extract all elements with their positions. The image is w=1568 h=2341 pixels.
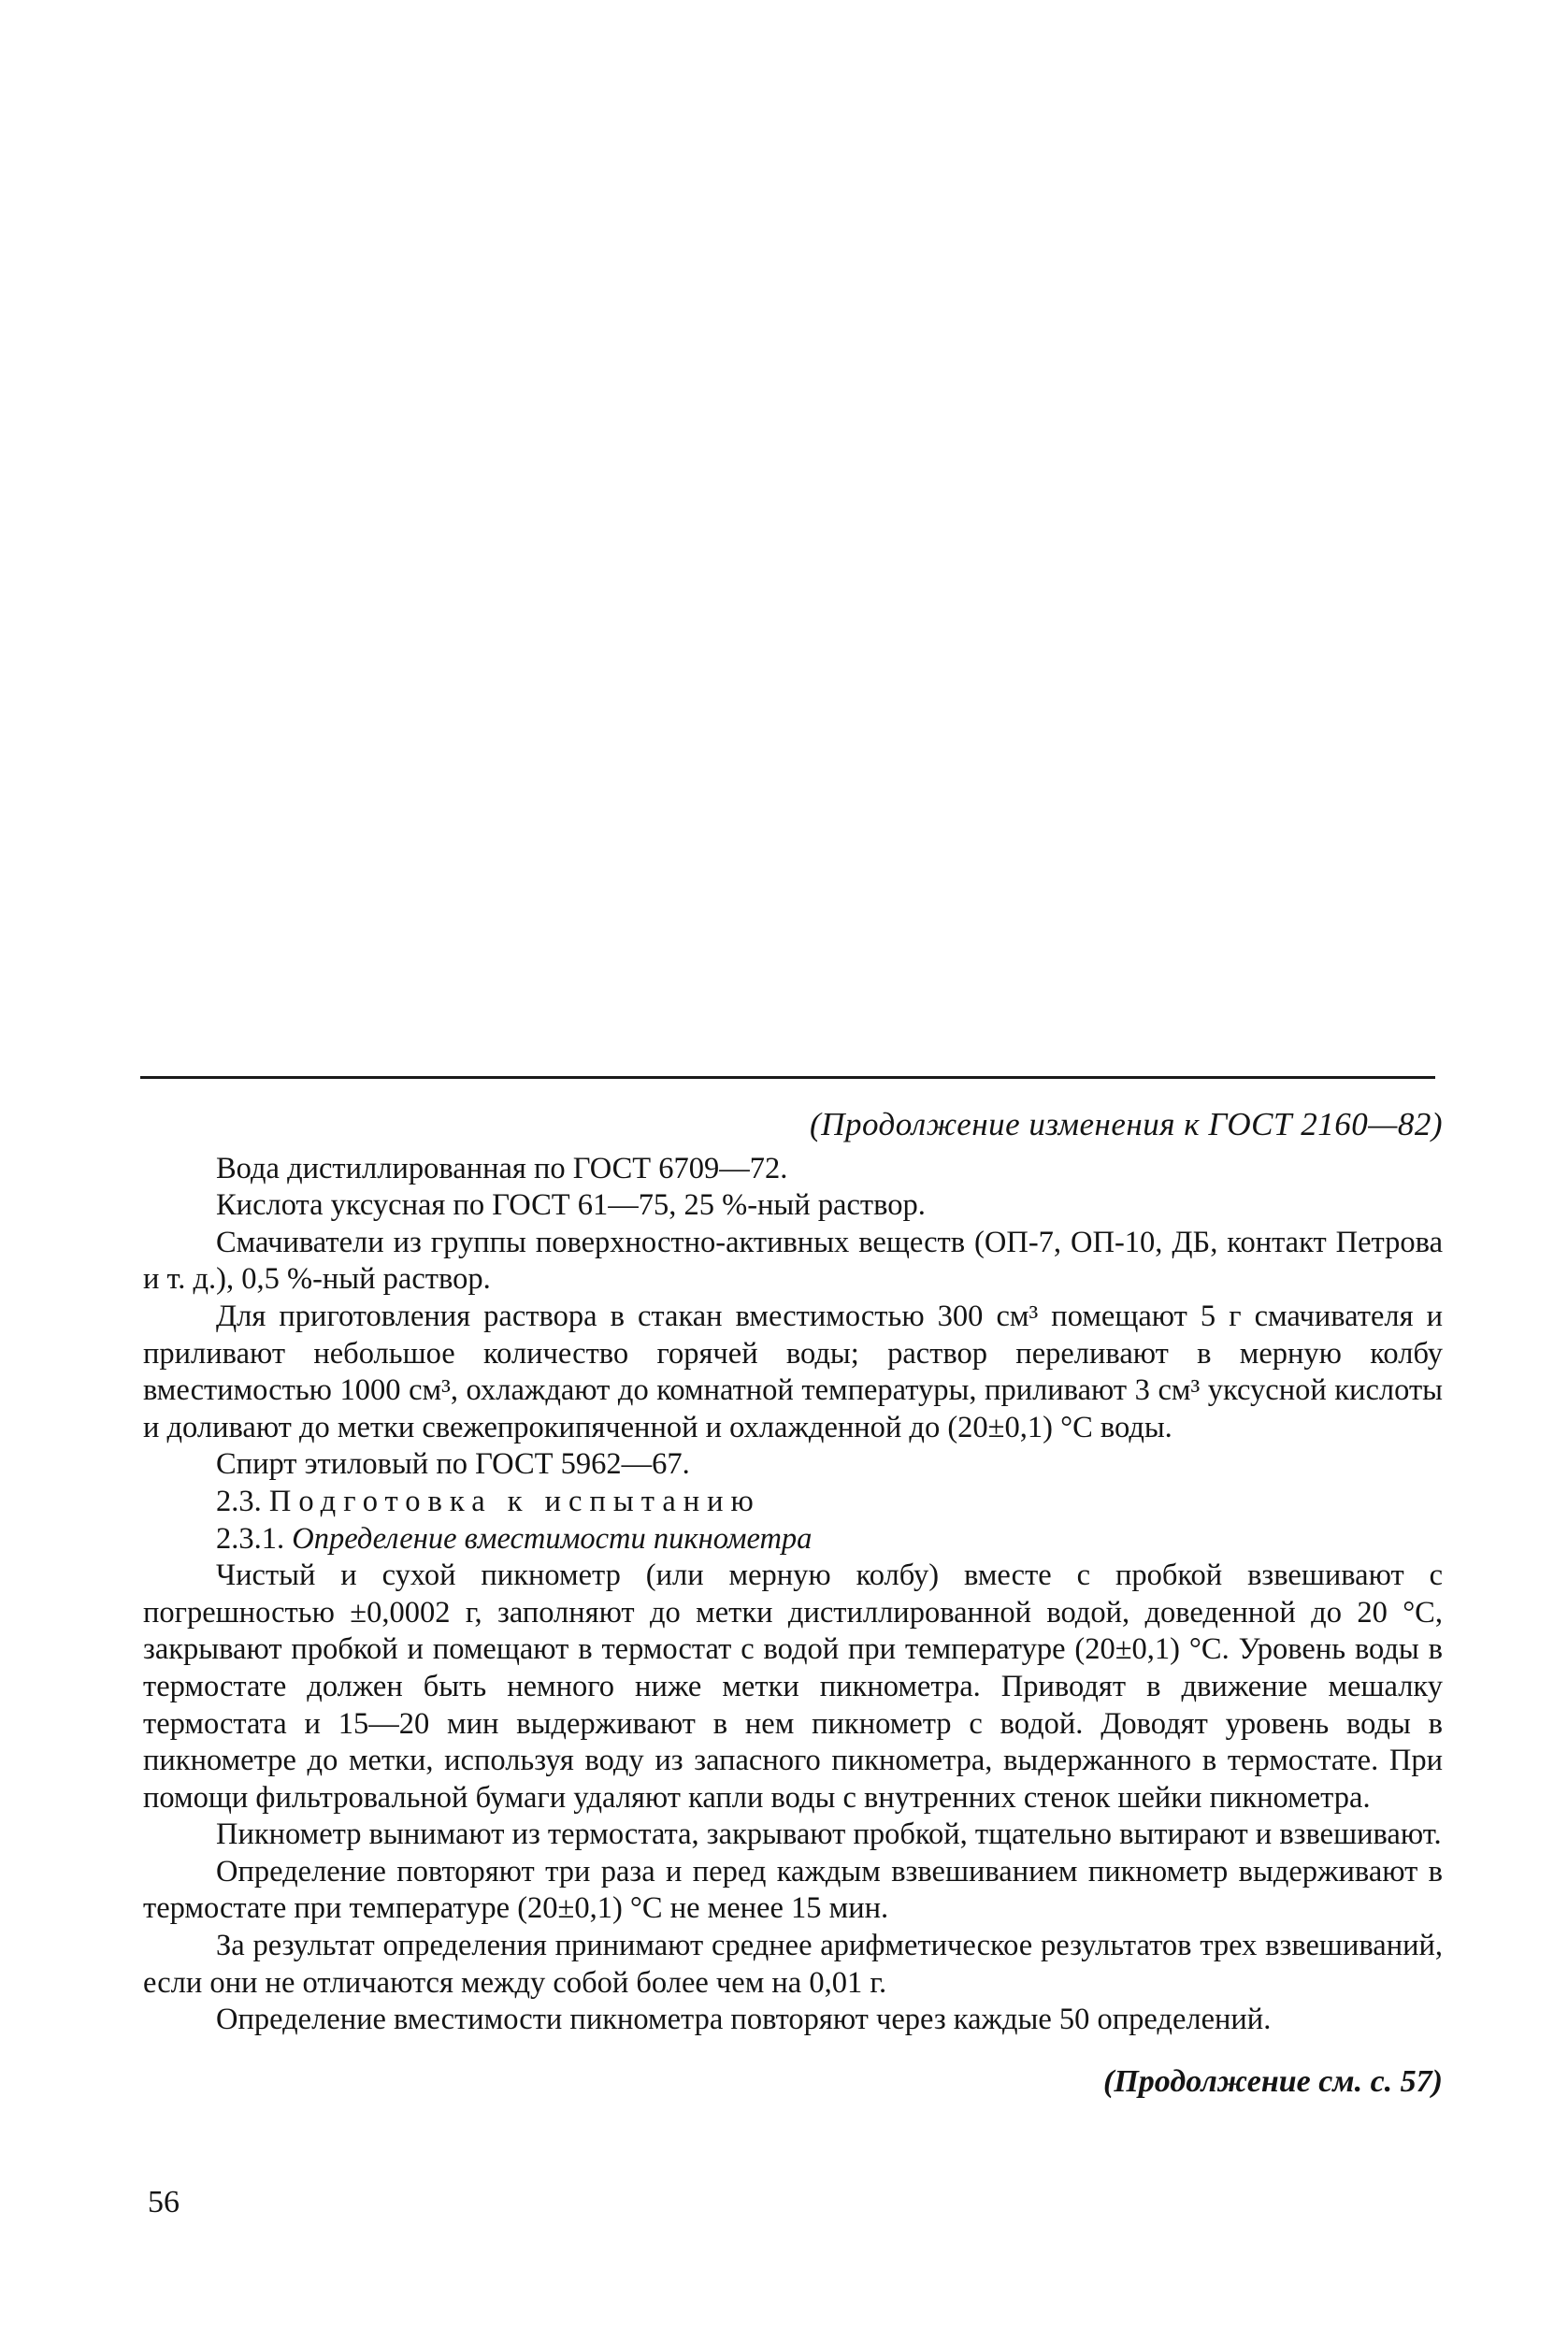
paragraph-repeat: Определение повторяют три раза и перед каждым взвешиванием пикнометр выдерживают в термостате при температуре (20±0,1) °С не менее 15 мин. <box>143 1854 1443 1926</box>
subsection-heading <box>143 1521 1443 1558</box>
continuation-header: (Продолжение изменения к ГОСТ 2160—82) <box>810 1106 1443 1142</box>
continuation-footer: (Продолжение см. с. 57) <box>1103 2063 1443 2099</box>
section-title: Подготовка к испытанию <box>268 1484 761 1518</box>
section-heading <box>143 1484 1443 1521</box>
paragraph-removal: Пикнометр вынимают из термостата, закрывают пробкой, тщательно вытирают и взвешивают. <box>216 1817 1442 1852</box>
paragraph-ethyl-alcohol: Спирт этиловый по ГОСТ 5962—67. <box>216 1447 690 1482</box>
paragraph-wetting-agents: Смачиватели из группы поверхностно-активных веществ (ОП-7, ОП-10, ДБ, контакт Петрова и т. д.), 0,5 %-ный раствор. <box>143 1225 1443 1297</box>
subsection-number: 2.3.1. <box>216 1521 285 1556</box>
page-number: 56 <box>148 2185 180 2219</box>
paragraph-frequency: Определение вместимости пикнометра повторяют через каждые 50 определений. <box>216 2003 1272 2037</box>
paragraph-water: Вода дистиллированная по ГОСТ 6709—72. <box>216 1151 788 1185</box>
paragraph-result: За результат определения принимают среднее арифметическое результатов трех взвешиваний, если они не отличаются между собой более чем на 0,01 г. <box>143 1929 1443 2000</box>
separator-rule <box>140 1076 1435 1079</box>
paragraph-procedure: Чистый и сухой пикнометр (или мерную колбу) вместе с пробкой взвешивают с погрешностью ±0,0002 г, заполняют до метки дистиллированной водой, доведенной до 20 °С, закрывают пробкой и помещают в термостат с водой при температуре (20±0,1) °С. Уровень воды в термостате должен быть немного ниже метки пикнометра. Приводят в движение мешалку термостата и 15—20 мин выдерживают в нем пикнометр с водой. Доводят уровень воды в пикнометре до метки, используя воду из запасного пикнометра, выдержанного в термостате. При помощи фильтровальной бумаги удаляют капли воды с внутренних стенок шейки пикнометра. <box>143 1558 1443 1815</box>
section-number: 2.3. <box>216 1484 262 1518</box>
subsection-title: Определение вместимости пикнометра <box>292 1521 813 1556</box>
paragraph-acetic-acid: Кислота уксусная по ГОСТ 61—75, 25 %-ный раствор. <box>216 1188 926 1223</box>
paragraph-solution-preparation: Для приготовления раствора в стакан вместимостью 300 см³ помещают 5 г смачивателя и приливают небольшое количество горячей воды; раствор переливают в мерную колбу вместимостью 1000 см³, охлаждают до комнатной температуры, приливают 3 см³ уксусной кислоты и доливают до метки свежепрокипяченной и охлажденной до (20±0,1) °С воды. <box>143 1299 1443 1444</box>
page-content <box>143 1106 1443 2100</box>
